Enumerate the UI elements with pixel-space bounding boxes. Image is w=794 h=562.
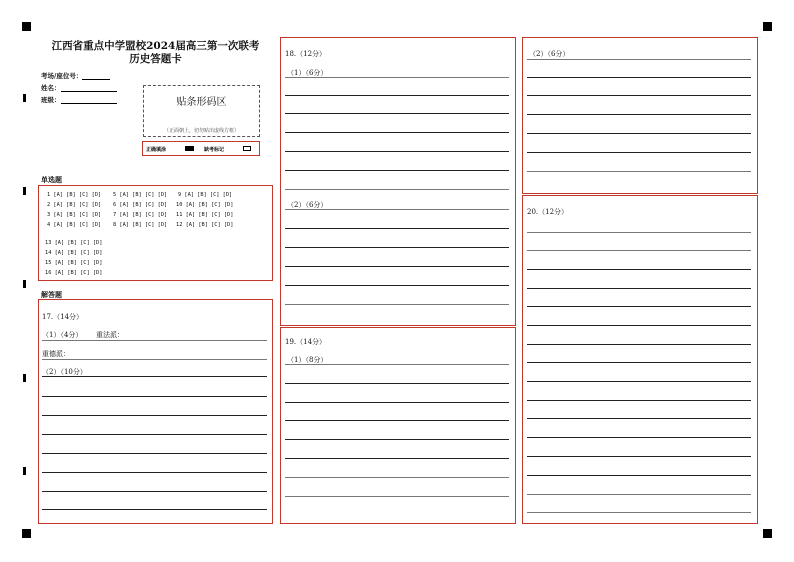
q19-box[interactable] [280,327,516,524]
q18-label: 18.（12分） [285,50,327,58]
mcq-item[interactable]: 1 [A] [B] [C] [D] [47,192,102,198]
q18-part2-label: （2）（6分） [287,201,328,209]
mcq-item[interactable]: 3 [A] [B] [C] [D] [47,212,102,218]
mcq-item[interactable]: 11 [A] [B] [C] [D] [176,212,234,218]
mcq-box [38,185,273,281]
q20-label: 20.（12分） [527,208,569,216]
mcq-item[interactable]: 7 [A] [B] [C] [D] [113,212,168,218]
exam-title [38,40,273,66]
mcq-item[interactable]: 15 [A] [B] [C] [D] [45,260,103,266]
barcode-label: 贴条形码区 [176,97,227,108]
mcq-item[interactable]: 2 [A] [B] [C] [D] [47,202,102,208]
q19-label: 19.（14分） [285,338,327,346]
answer-section-title: 解答题 [41,290,62,299]
q18-part1-label: （1）（6分） [287,69,328,77]
q17-label: 17.（14分） [42,313,84,321]
absent-mark-label: 缺考标记 [204,147,225,153]
mcq-item[interactable]: 16 [A] [B] [C] [D] [45,270,103,276]
q17-part1-label: （1）（4分） [42,331,83,339]
exam-title-line1: 江西省重点中学盟校2024届高三第一次联考 [51,40,260,52]
info-field-seat[interactable]: 考场/座位号： [41,72,117,84]
timing-mark [23,374,26,382]
mcq-item[interactable]: 12 [A] [B] [C] [D] [176,222,234,228]
barcode-area [143,85,260,137]
q18-box[interactable] [280,37,516,326]
q19-part1-label: （1）（8分） [287,356,328,364]
corner-mark-top-right [763,22,772,31]
q17-part2-label: （2）（10分） [42,368,87,376]
info-field-name[interactable]: 姓名： [41,84,117,96]
absent-mark-box[interactable] [243,146,251,151]
timing-mark [23,187,26,195]
fill-legend [142,141,260,156]
q17-box[interactable] [38,299,273,524]
q17-part1-sub1: 重法派： [96,331,124,339]
barcode-note: （正面朝上，切勿贴出虚线方框） [163,128,239,134]
mcq-item[interactable]: 10 [A] [B] [C] [D] [176,202,234,208]
q19-part2-box[interactable] [522,37,758,194]
exam-title-line2: 历史答题卡 [129,53,182,65]
timing-mark [23,280,26,288]
q17-part1-sub2: 重德派： [42,350,70,358]
mcq-item[interactable]: 9 [A] [B] [C] [D] [178,192,233,198]
correct-fill-sample [185,146,194,151]
timing-mark [23,94,26,102]
info-fields [41,72,117,108]
mcq-item[interactable]: 5 [A] [B] [C] [D] [113,192,168,198]
mcq-item[interactable]: 14 [A] [B] [C] [D] [45,250,103,256]
info-field-class[interactable]: 班级： [41,96,117,108]
mcq-item[interactable]: 13 [A] [B] [C] [D] [45,240,103,246]
mcq-item[interactable]: 6 [A] [B] [C] [D] [113,202,168,208]
q20-box[interactable] [522,195,758,524]
corner-mark-bottom-left [22,529,31,538]
timing-mark [23,467,26,475]
correct-fill-label: 正确填涂 [146,147,167,153]
mcq-section-title: 单选题 [41,175,62,184]
corner-mark-top-left [22,22,31,31]
q19-part2-label: （2）（6分） [529,50,570,58]
mcq-item[interactable]: 8 [A] [B] [C] [D] [113,222,168,228]
corner-mark-bottom-right [763,529,772,538]
mcq-item[interactable]: 4 [A] [B] [C] [D] [47,222,102,228]
